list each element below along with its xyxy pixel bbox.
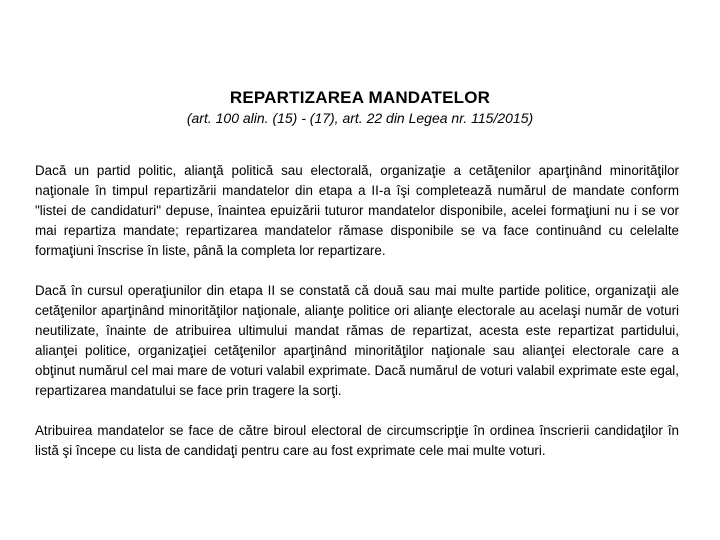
document-title: REPARTIZAREA MANDATELOR bbox=[229, 88, 491, 107]
paragraph-tie-votes: Dacă în cursul operaţiunilor din etapa II se constată că două sau mai multe partide politice, organizaţii ale cetăţenilor aparţinând minorităţilor naţionale, alianţe politice ori alianţe electorale au acelaşi număr de voturi neutilizate, înainte de atribuirea ultimului mandat rămas de repartizat, acesta este repartizat partidului, alianţei politice, organizaţiei cetăţenilor aparţinând minorităţilor naţionale sau alianţei electorale care a obţinut numărul cel mai mare de voturi valabil exprimate. Dacă numărul de voturi valabil exprimate este egal, repartizarea mandatului se face prin tragere la sorţi. bbox=[35, 283, 679, 398]
document-body bbox=[35, 161, 679, 481]
paragraph-mandate-completion: Dacă un partid politic, alianţă politică sau electorală, organizaţie a cetăţenilor aparţinând minorităţilor naţionale în timpul repartizării mandatelor din etapa a II-a îşi completează numărul de mandate conform "listei de candidaturi" depuse, înaintea epuizării tuturor mandatelor disponibile, acelei formaţiuni nu i se vor mai repartiza mandate; repartizarea mandatelor rămase disponibile se va face continuând cu celelalte formaţiuni înscrise în liste, până la completa lor repartizare. bbox=[35, 163, 679, 258]
document-subtitle: (art. 100 alin. (15) - (17), art. 22 din Legea nr. 115/2015) bbox=[186, 110, 534, 126]
paragraph-mandate-assignment: Atribuirea mandatelor se face de către biroul electoral de circumscripţie în ordinea înscrierii candidaţilor în listă şi începe cu lista de candidaţi pentru care au fost exprimate cele mai multe voturi. bbox=[35, 423, 679, 458]
